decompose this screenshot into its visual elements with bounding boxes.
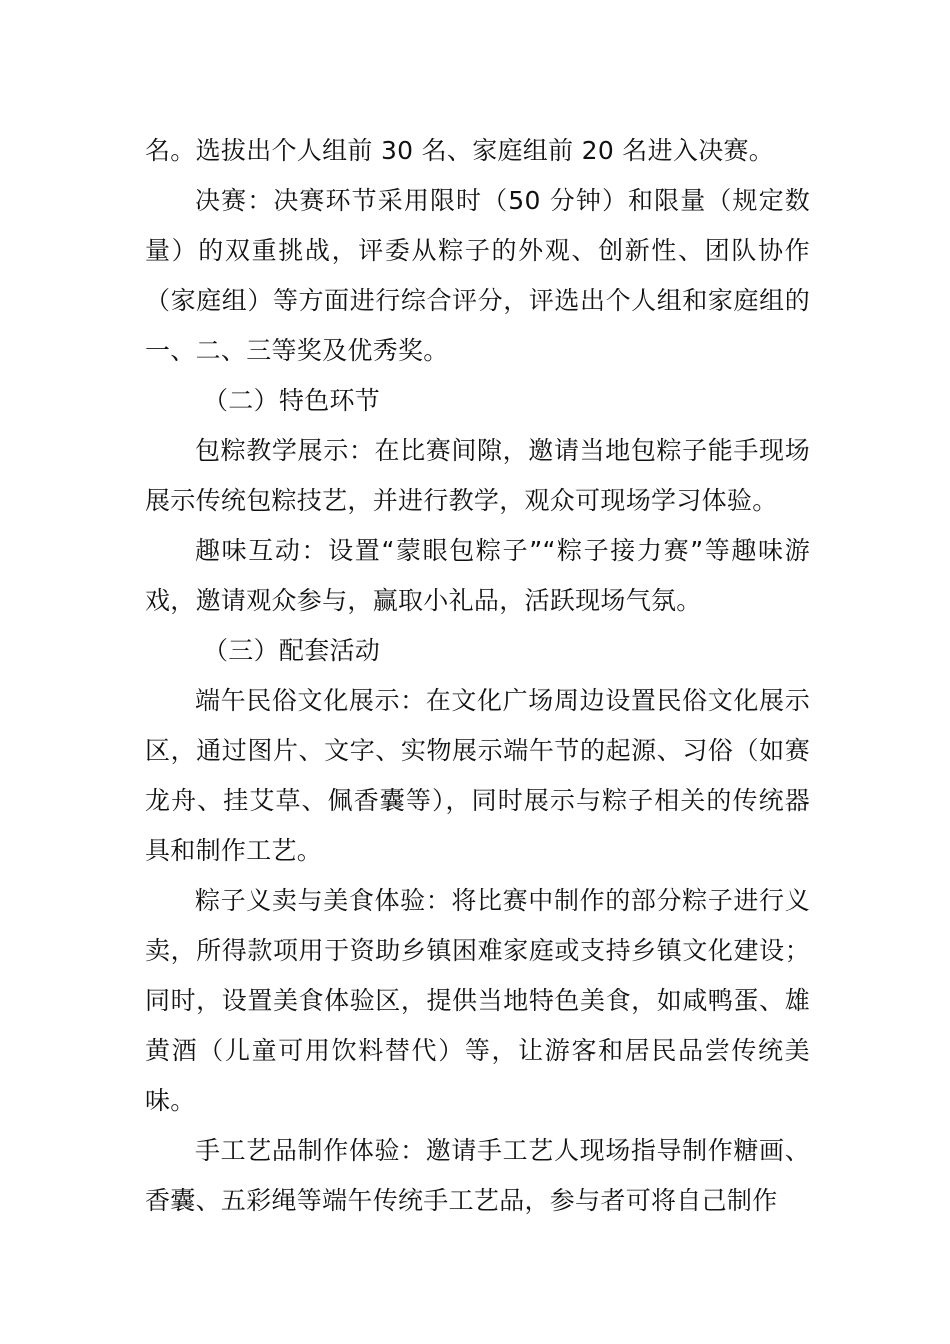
paragraph-fun-interaction: 趣味互动：设置“蒙眼包粽子”“粽子接力赛”等趣味游戏，邀请观众参与，赢取小礼品，活跃现场气氛。 — [145, 536, 810, 615]
paragraph-folk-culture: 端午民俗文化展示：在文化广场周边设置民俗文化展示区，通过图片、文字、实物展示端午节的起源、习俗（如赛龙舟、挂艾草、佩香囊等），同时展示与粽子相关的传统器具和制作工艺。 — [145, 686, 810, 865]
paragraph-continuation: 名。选拔出个人组前 30 名、家庭组前 20 名进入决赛。 — [145, 136, 775, 165]
paragraph-charity-sale: 粽子义卖与美食体验：将比赛中制作的部分粽子进行义卖，所得款项用于资助乡镇困难家庭或支持乡镇文化建设；同时，设置美食体验区，提供当地特色美食，如咸鸭蛋、雄黄酒（儿童可用饮料替代）等，让游客和居民品尝传统美味。 — [145, 886, 810, 1115]
paragraph-teaching-demo: 包粽教学展示：在比赛间隙，邀请当地包粽子能手现场展示传统包粽技艺，并进行教学，观众可现场学习体验。 — [145, 436, 810, 515]
section-heading-supporting-activities: （三）配套活动 — [203, 636, 381, 665]
document-body — [145, 126, 810, 1226]
paragraph-final-round: 决赛：决赛环节采用限时（50 分钟）和限量（规定数量）的双重挑战，评委从粽子的外观、创新性、团队协作（家庭组）等方面进行综合评分，评选出个人组和家庭组的一、二、三等奖及优秀奖。 — [145, 186, 810, 365]
paragraph-handicraft: 手工艺品制作体验：邀请手工艺人现场指导制作糖画、香囊、五彩绳等端午传统手工艺品，参与者可将自己制作 — [145, 1136, 810, 1215]
section-heading-special-segments: （二）特色环节 — [203, 386, 381, 415]
